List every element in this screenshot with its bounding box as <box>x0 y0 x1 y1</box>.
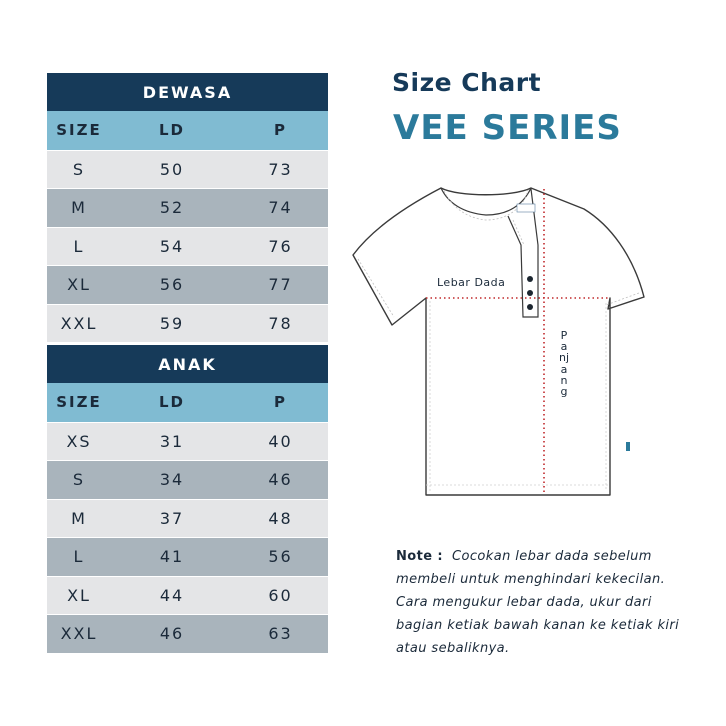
table-row <box>47 150 328 189</box>
col-ld: LD <box>158 393 185 412</box>
button <box>527 290 533 296</box>
size-cell: L <box>73 547 85 567</box>
col-size: SIZE <box>56 393 102 412</box>
ld-cell: 46 <box>159 624 185 644</box>
size-cell: S <box>72 159 86 179</box>
table-row <box>47 422 328 461</box>
table-row <box>47 265 328 304</box>
p-cell: 77 <box>268 275 293 295</box>
size-cell: L <box>73 236 85 256</box>
size-cell: XL <box>67 275 91 295</box>
anak-header-row <box>47 383 328 422</box>
p-cell: 78 <box>268 313 293 333</box>
size-cell: M <box>71 198 87 218</box>
note-text: Cocokan lebar dada sebelum membeli untuk menghindari kekecilan. Cara mengukur lebar dada, ukur dari bagian ketiak bawah kanan ke ketiak kiri atau sebaliknya. <box>396 549 680 656</box>
size-cell: XL <box>67 585 91 605</box>
ld-cell: 34 <box>159 470 185 490</box>
table-row <box>47 499 328 538</box>
note-block <box>396 545 696 660</box>
table-row <box>47 304 328 343</box>
ld-cell: 37 <box>159 508 185 528</box>
col-ld: LD <box>158 121 185 140</box>
ld-cell: 41 <box>159 547 185 567</box>
ld-cell: 44 <box>159 585 185 605</box>
ld-cell: 59 <box>159 313 185 333</box>
p-cell: 60 <box>268 585 293 605</box>
col-size: SIZE <box>56 121 102 140</box>
chest-label: Lebar Dada <box>437 276 506 289</box>
p-cell: 48 <box>268 508 293 528</box>
shirt-illustration <box>348 185 648 505</box>
ld-cell: 56 <box>159 275 185 295</box>
button <box>527 276 533 282</box>
table-row <box>47 614 328 653</box>
p-cell: 46 <box>268 470 293 490</box>
dewasa-size-table <box>47 73 328 342</box>
size-cell: S <box>72 470 86 490</box>
ld-cell: 54 <box>159 236 185 256</box>
size-cell: XXL <box>60 313 98 333</box>
neck-label <box>517 204 535 212</box>
anak-title: ANAK <box>47 345 328 383</box>
ld-cell: 52 <box>159 198 185 218</box>
p-cell: 63 <box>268 624 293 644</box>
size-chart-heading: Size Chart <box>392 68 542 97</box>
button <box>527 304 533 310</box>
p-cell: 40 <box>268 431 293 451</box>
dewasa-header-row <box>47 111 328 150</box>
col-p: P <box>274 393 287 412</box>
dewasa-title: DEWASA <box>47 73 328 111</box>
p-cell: 56 <box>268 547 293 567</box>
series-heading: VEE SERIES <box>393 108 622 148</box>
col-p: P <box>274 121 287 140</box>
shirt-outline <box>353 188 644 495</box>
note-label: Note : <box>396 549 443 564</box>
table-row <box>47 537 328 576</box>
length-label: Panjang <box>558 329 570 399</box>
table-row <box>47 227 328 266</box>
p-cell: 73 <box>268 159 293 179</box>
anak-size-table <box>47 345 328 653</box>
size-cell: M <box>71 508 87 528</box>
p-cell: 74 <box>268 198 293 218</box>
ld-cell: 50 <box>159 159 185 179</box>
size-cell: XS <box>66 431 92 451</box>
size-cell: XXL <box>60 624 98 644</box>
side-tag <box>626 442 630 451</box>
p-cell: 76 <box>268 236 293 256</box>
ld-cell: 31 <box>159 431 185 451</box>
table-row <box>47 188 328 227</box>
table-row <box>47 460 328 499</box>
table-row <box>47 576 328 615</box>
